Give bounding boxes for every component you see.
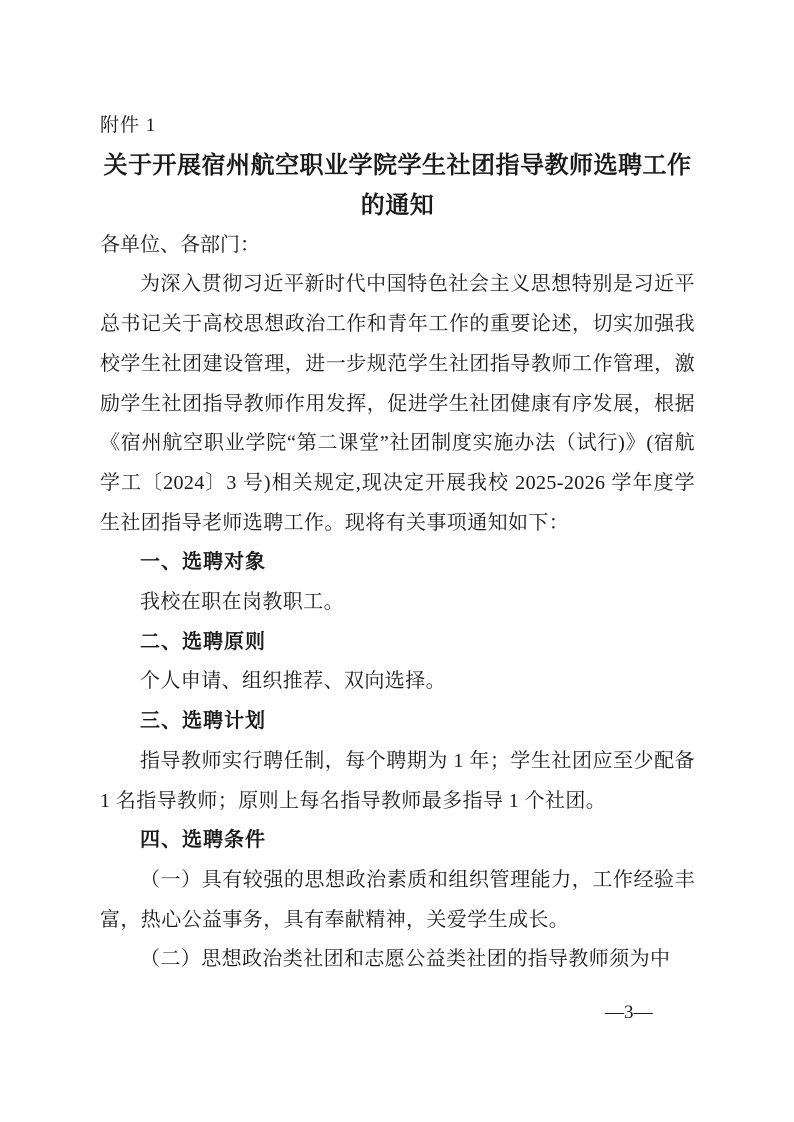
salutation: 各单位、各部门： (100, 233, 260, 256)
body-paragraph: （二）思想政治类社团和志愿公益类社团的指导教师须为中 (140, 948, 671, 971)
document-content (100, 106, 695, 980)
section-heading: 二、选聘原则 (140, 630, 266, 653)
document-title (100, 146, 695, 226)
body-paragraph: （一）具有较强的思想政治素质和组织管理能力，工作经验丰富，热心公益事务，具有奉献精神，关爱学生成长。 (100, 868, 695, 931)
body-paragraph: 指导教师实行聘任制，每个聘期为 1 年；学生社团应至少配备 1 名指导教师；原则上每名指导教师最多指导 1 个社团。 (100, 749, 695, 812)
section-heading: 一、选聘对象 (140, 551, 266, 574)
section-heading: 三、选聘计划 (140, 710, 266, 733)
attachment-label: 附件 1 (100, 115, 157, 136)
page-number: —3— (605, 1002, 653, 1023)
document-title-line1: 关于开展宿州航空职业学院学生社团指导教师选聘工作 (103, 151, 692, 179)
body-paragraph: 我校在职在岗教职工。 (140, 591, 344, 614)
document-title-line2: 的通知 (360, 191, 435, 219)
body-paragraph: 个人申请、组织推荐、双向选择。 (140, 670, 446, 693)
section-heading: 四、选聘条件 (140, 829, 266, 852)
body-paragraph: 为深入贯彻习近平新时代中国特色社会主义思想特别是习近平总书记关于高校思想政治工作和青年工作的重要论述，切实加强我校学生社团建设管理，进一步规范学生社团指导教师工作管理，激励学生社团指导教师作用发挥，促进学生社团健康有序发展，根据《宿州航空职业学院“第二课堂”社团制度实施办法（试行)》(宿航学工〔2024〕3 号)相关规定,现决定开展我校 2025-2026 学年度学生社团指导老师选聘工作。现将有关事项通知如下： (100, 273, 695, 534)
document-body (100, 265, 695, 980)
